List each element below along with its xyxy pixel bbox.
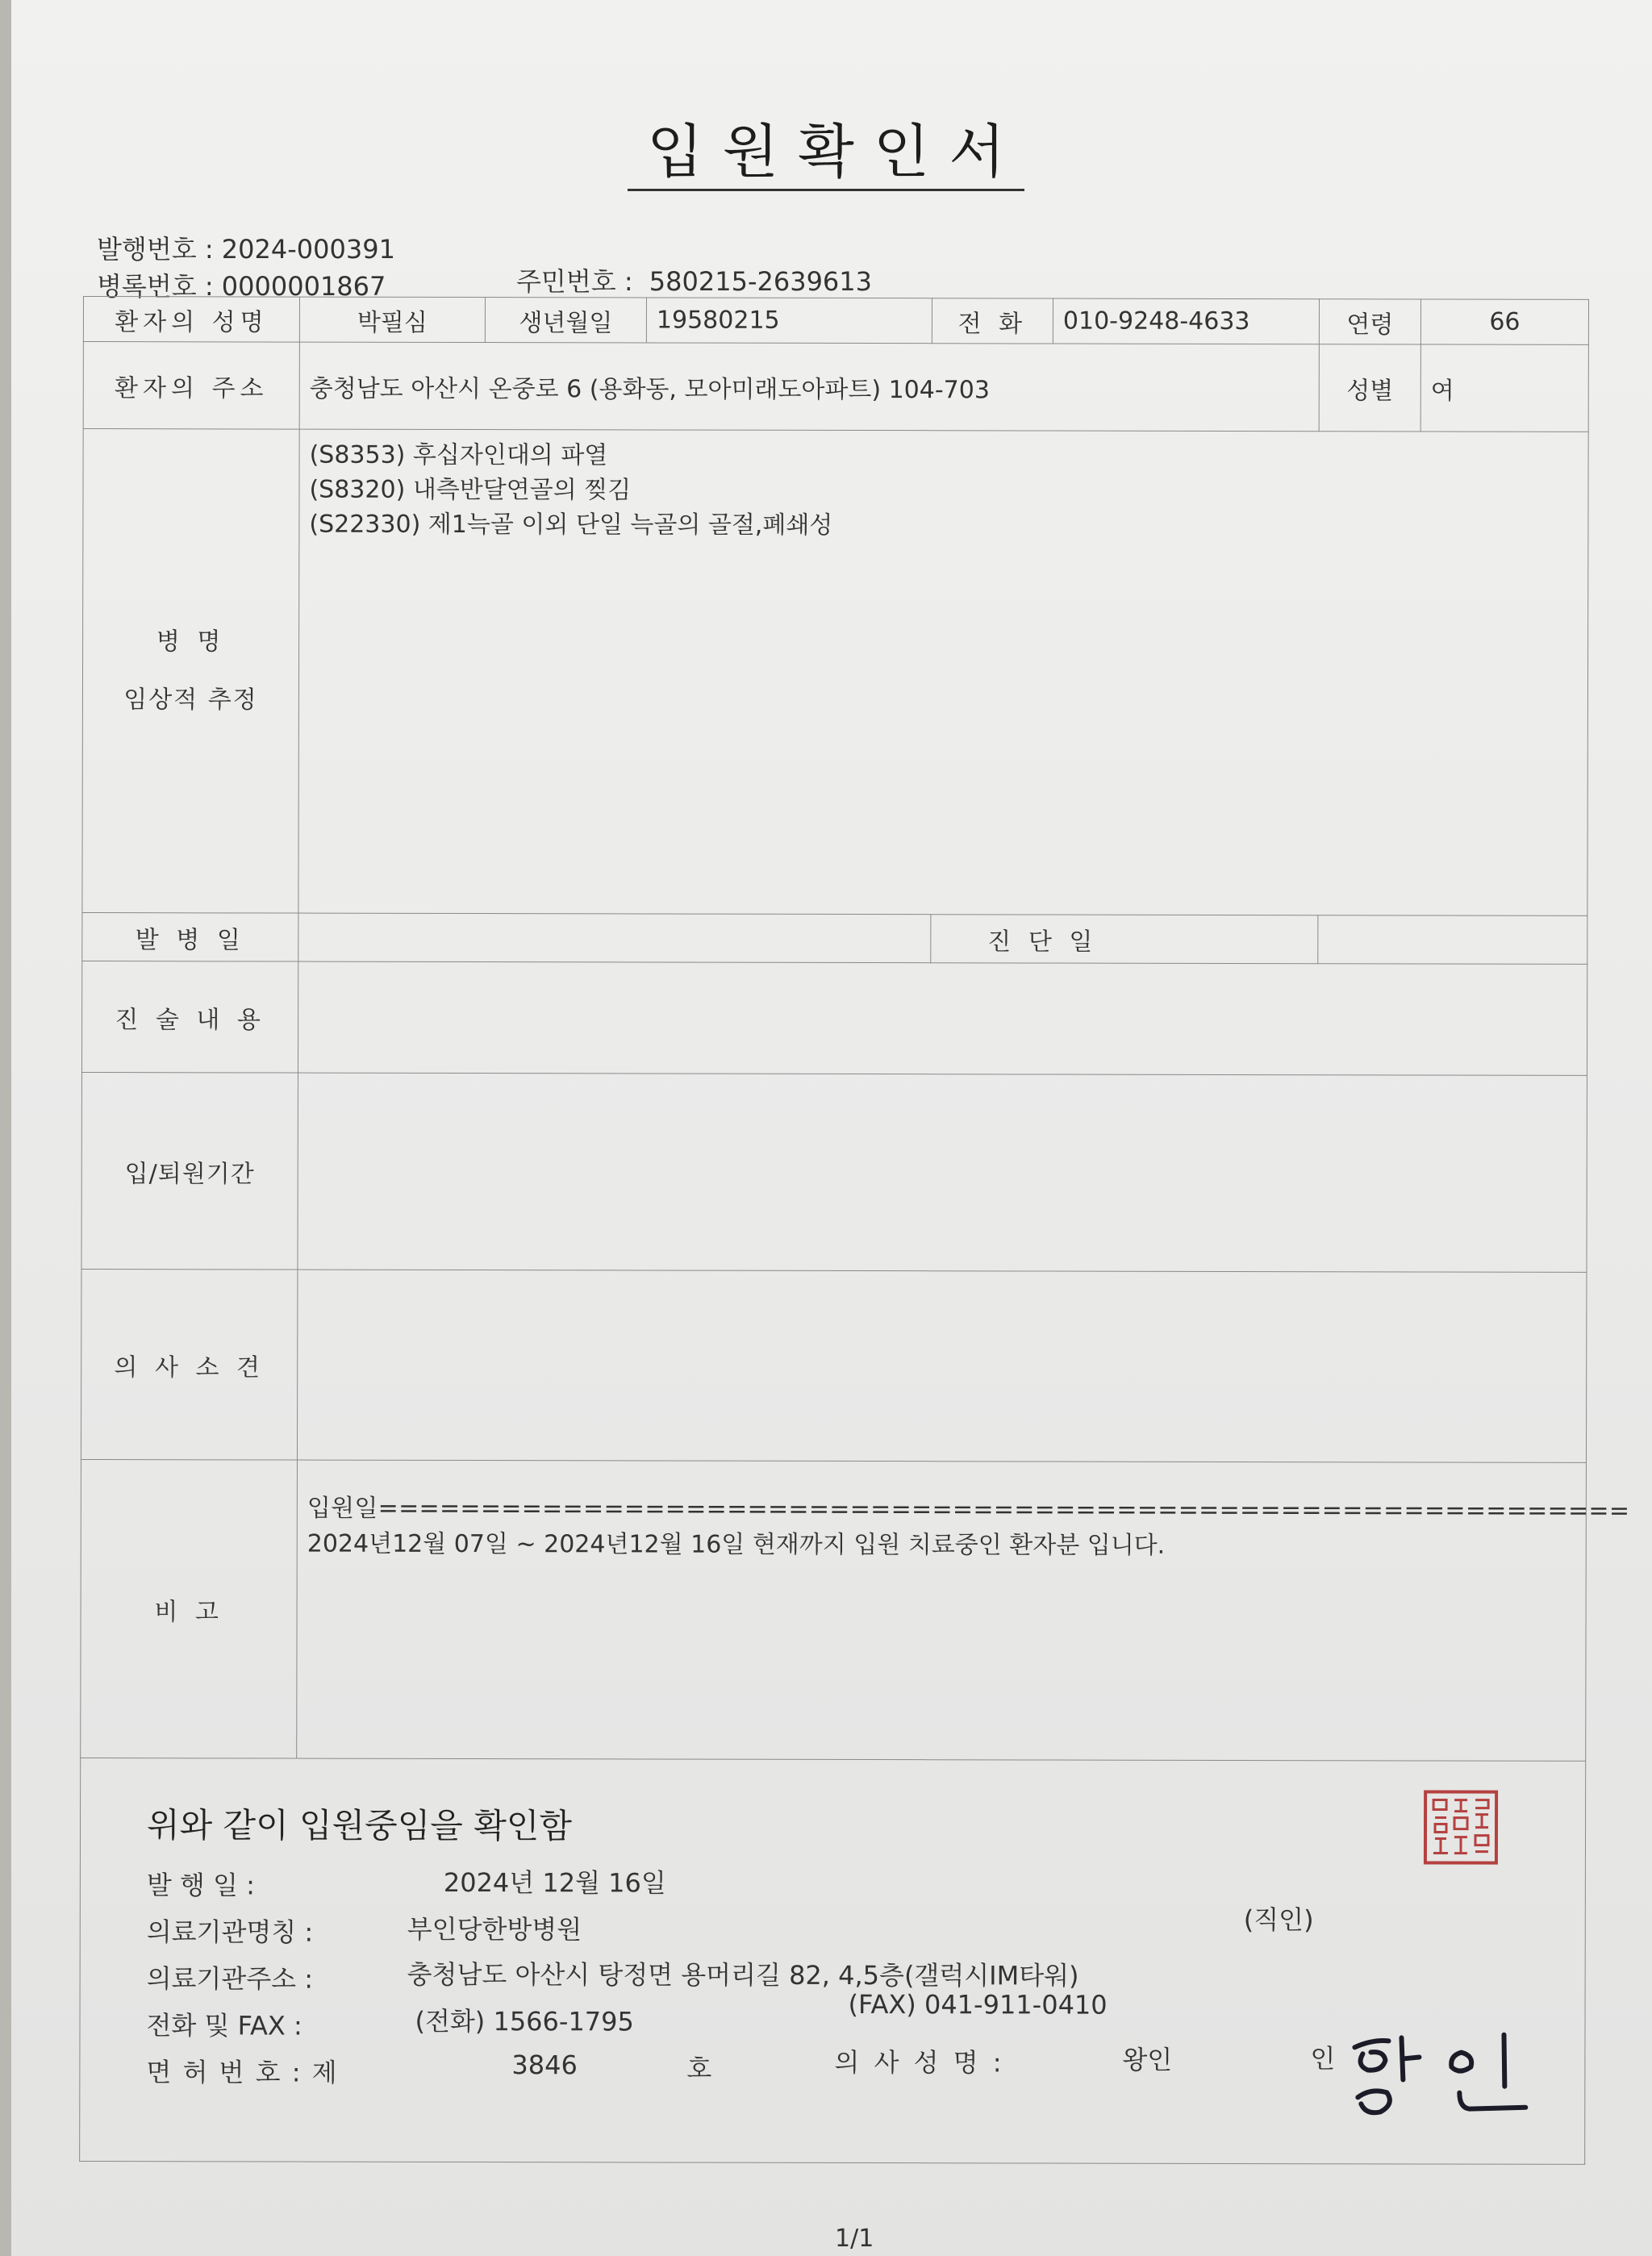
page-number: 1/1 [835,2225,874,2253]
patient-row-2 [83,342,1588,432]
sex-label: 성별 [1319,344,1420,432]
seal-mark: 인 [1310,2043,1336,2075]
hospital-fax: (FAX) 041-911-0410 [848,1988,1108,2020]
issue-number-label: 발행번호 : [97,234,214,265]
period-label: 입/퇴원기간 [81,1072,298,1270]
phone-label: 전 화 [932,298,1053,344]
onset-label: 발 병 일 [82,912,298,961]
hospital-name-label: 의료기관명칭 : [146,1916,314,1948]
license-label: 면 허 번 호 : 제 [146,2057,339,2088]
onset-row [82,912,1587,964]
footer-cell [80,1758,1586,2164]
footer-row [80,1758,1586,2164]
document-title: 입원확인서 [0,105,1652,189]
diagnosis-item: (S8353) 후십자인대의 파열 [309,440,608,470]
period-row [81,1072,1587,1272]
hospital-name: 부인당한방병원 [407,1913,582,1945]
license-suffix: 호 [686,2053,712,2084]
remarks-row [81,1459,1587,1761]
opinion-value [297,1270,1586,1462]
hospital-address-label: 의료기관주소 : [146,1963,314,1995]
official-seal-stamp [1424,1790,1498,1864]
phone-fax-label: 전화 및 FAX : [146,2010,302,2041]
opinion-row [81,1269,1586,1462]
remarks-line: 2024년12월 07일 ~ 2024년12월 16일 현재까지 입원 치료중인 환자분 입니다. [307,1529,1166,1560]
diagnosis-item: (S8320) 내측반달연골의 찢김 [309,475,632,505]
dob-label: 생년월일 [485,298,646,343]
patient-row-1 [83,297,1588,345]
footer-issue-date: 2024년 12월 16일 [443,1866,666,1899]
chart-number-value: 0000001867 [221,271,386,302]
age-value: 66 [1420,299,1588,344]
remarks-value [297,1460,1630,1761]
footer-issue-date-label: 발 행 일 : [146,1870,255,1901]
phone-value: 010-9248-4633 [1053,298,1319,344]
issue-number [97,229,395,266]
diagnosis-date-value [1318,915,1587,965]
seal-pattern-icon [1427,1793,1495,1861]
resident-number [516,261,872,298]
resident-number-label: 주민번호 : [516,266,633,297]
dob-value: 19580215 [646,298,932,344]
patient-name-label: 환자의 성명 [83,297,299,343]
statement-label: 진 술 내 용 [81,961,298,1073]
sex-value: 여 [1420,344,1588,432]
statement-row [81,961,1587,1075]
statement-value [298,961,1587,1075]
remarks-label: 비 고 [81,1459,298,1758]
diagnosis-date-label: 진 단 일 [931,915,1318,964]
official-seal-label: (직인) [1243,1904,1314,1936]
confirm-statement: 위와 같이 입원중임을 확인함 [146,1805,573,1846]
period-value [298,1073,1587,1272]
diagnosis-row [82,429,1588,916]
address-label: 환자의 주소 [83,342,299,430]
doctor-name: 왕인 [1122,2044,1173,2075]
issue-number-value: 2024-000391 [221,234,395,265]
resident-number-value: 580215-2639613 [649,266,872,297]
patient-name-value: 박필심 [299,297,485,342]
license-number: 3846 [511,2050,578,2081]
diagnosis-item: (S22330) 제1늑골 이외 단일 늑골의 골절,폐쇄성 [309,510,833,540]
age-label: 연령 [1319,299,1420,344]
admission-form-table [79,296,1630,2165]
chart-number-label: 병록번호 : [97,271,214,302]
doctor-signature [1338,2023,1540,2120]
hospital-address: 충청남도 아산시 탕정면 용머리길 82, 4,5층(갤럭시IM타워) [407,1958,1079,1991]
address-value: 충청남도 아산시 온중로 6 (용화동, 모아미래도아파트) 104-703 [299,342,1319,432]
doctor-name-label: 의 사 성 명 : [834,2046,1005,2079]
onset-value [298,913,931,963]
diagnosis-label [82,429,299,914]
remarks-line: 입원일============================================================= [307,1494,1630,1526]
diagnosis-list [298,429,1588,915]
opinion-label: 의 사 소 견 [81,1269,297,1460]
diagnosis-label-2: 임상적 추정 [123,685,258,714]
diagnosis-label-1: 병 명 [156,627,226,656]
hospital-phone: (전화) 1566-1795 [415,2005,634,2037]
